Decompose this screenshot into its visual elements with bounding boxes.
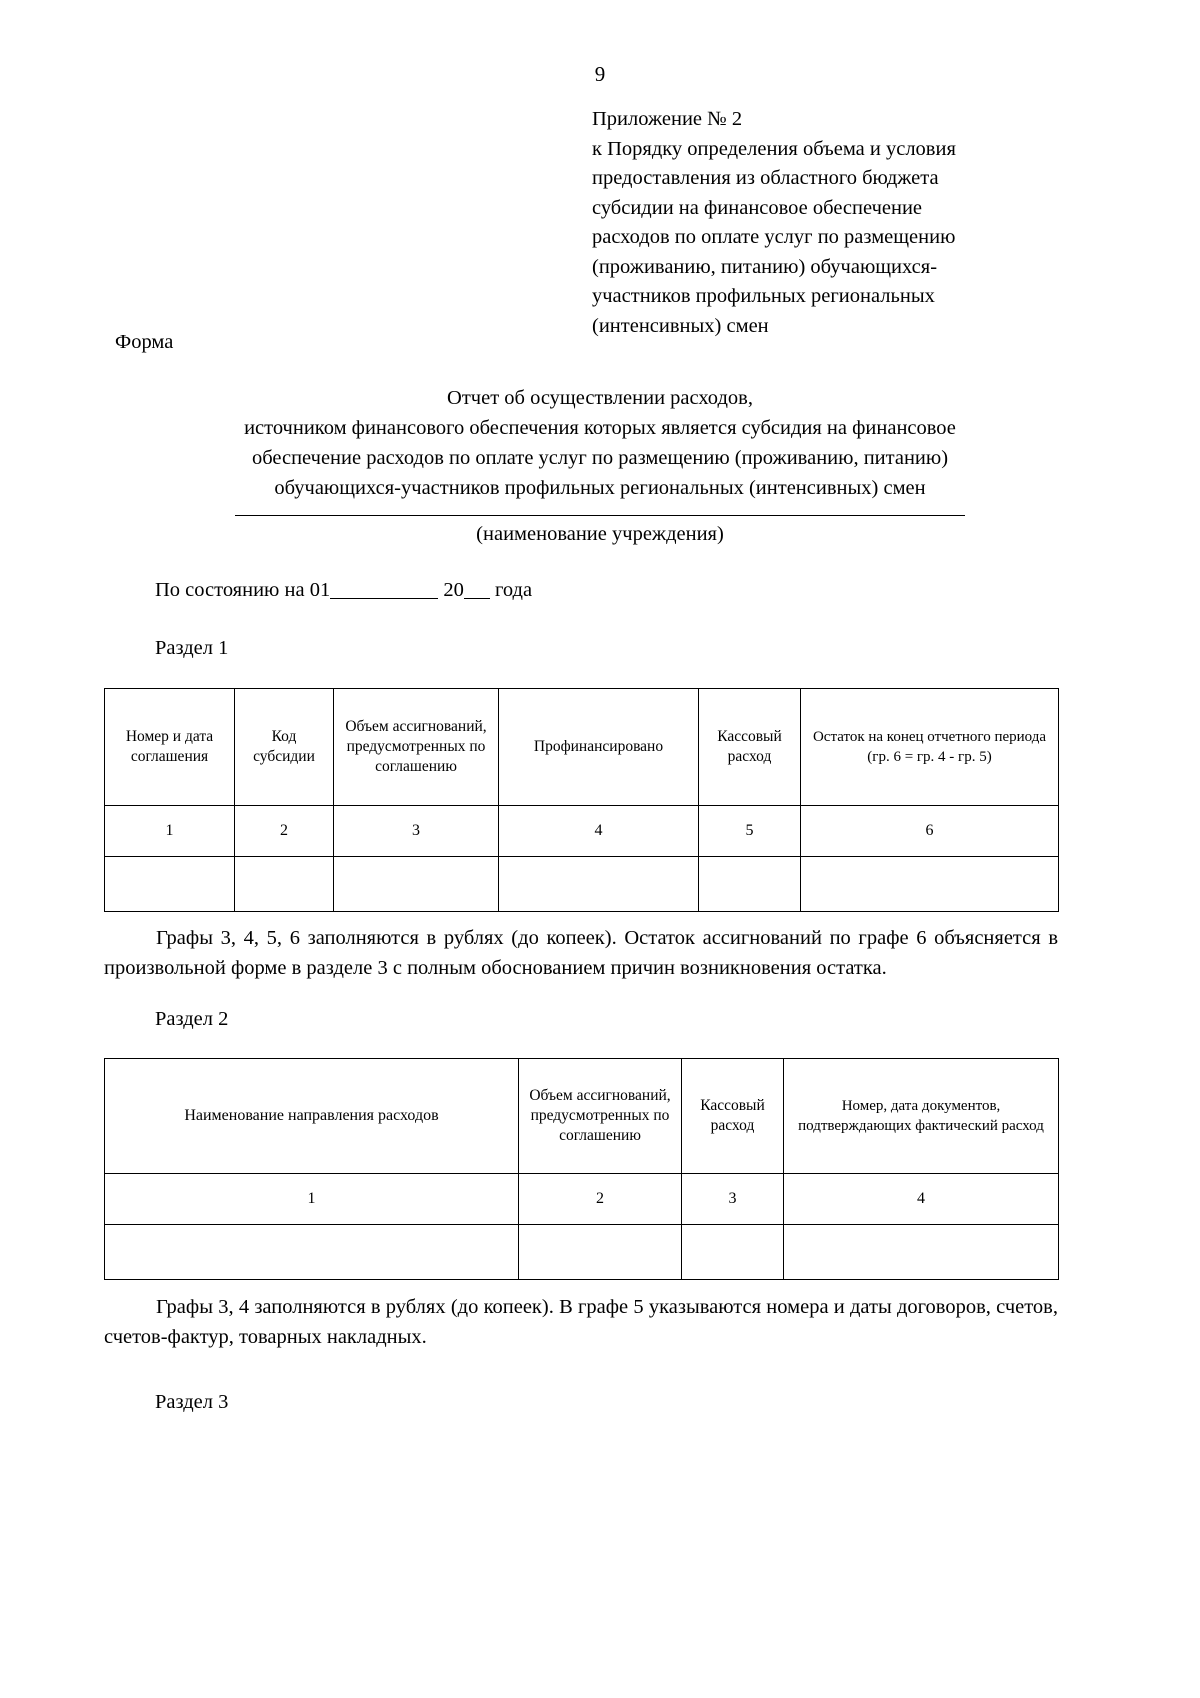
- col-header-allocations-volume: Объем ассигнований, предусмотренных по соглашению: [519, 1059, 682, 1174]
- as-of-month-input[interactable]: [330, 598, 438, 599]
- col-number-3: 3: [334, 806, 499, 857]
- col-header-cash-expense: Кассовый расход: [699, 689, 801, 806]
- page-number: 9: [594, 62, 606, 86]
- cell-financed[interactable]: [499, 857, 699, 912]
- cell-cash-expense[interactable]: [682, 1225, 784, 1280]
- cell-expense-direction-name[interactable]: [105, 1225, 519, 1280]
- as-of-prefix: По состоянию на 01: [155, 579, 331, 601]
- document-title-line-1: Отчет об осуществлении расходов,: [447, 387, 753, 409]
- table-column-number-row: [105, 1174, 1059, 1225]
- appendix-line-3: предоставления из областного бюджета: [592, 167, 939, 189]
- col-header-agreement-number-date: Номер и дата соглашения: [105, 689, 235, 806]
- col-header-expense-direction-name: Наименование направления расходов: [105, 1059, 519, 1174]
- cell-allocations-volume[interactable]: [334, 857, 499, 912]
- institution-name-input[interactable]: [235, 515, 965, 516]
- as-of-suffix: года: [494, 579, 533, 601]
- form-label: Форма: [115, 331, 174, 353]
- section-1-label: Раздел 1: [155, 637, 229, 659]
- cell-allocations-volume[interactable]: [519, 1225, 682, 1280]
- document-title: [140, 383, 1060, 503]
- note-after-section-1: Графы 3, 4, 5, 6 заполняются в рублях (до копеек). Остаток ассигнований по графе 6 объясняется в произвольной форме в разделе 3 с полным обоснованием причин возникновения остатка.: [104, 927, 1058, 979]
- col-number-4: 4: [784, 1174, 1059, 1225]
- col-header-financed: Профинансировано: [499, 689, 699, 806]
- table-row: [105, 1225, 1059, 1280]
- section-2-table: [104, 1058, 1059, 1280]
- col-number-4: 4: [499, 806, 699, 857]
- table-column-number-row: [105, 806, 1059, 857]
- institution-name-field-group: [140, 515, 1060, 548]
- institution-name-caption: (наименование учреждения): [476, 523, 724, 545]
- document-title-line-4: обучающихся-участников профильных региональных (интенсивных) смен: [274, 477, 926, 499]
- col-header-allocations-volume: Объем ассигнований, предусмотренных по соглашению: [334, 689, 499, 806]
- as-of-year-prefix: 20: [443, 579, 464, 601]
- col-number-2: 2: [235, 806, 334, 857]
- col-number-3: 3: [682, 1174, 784, 1225]
- appendix-line-1: Приложение № 2: [592, 108, 743, 130]
- appendix-line-8: (интенсивных) смен: [592, 314, 769, 337]
- col-number-6: 6: [801, 806, 1059, 857]
- appendix-line-5: расходов по оплате услуг по размещению: [592, 226, 956, 248]
- as-of-date-line: [155, 578, 532, 604]
- section-1-table: [104, 688, 1059, 912]
- col-header-cash-expense: Кассовый расход: [682, 1059, 784, 1174]
- cell-subsidy-code[interactable]: [235, 857, 334, 912]
- col-number-5: 5: [699, 806, 801, 857]
- cell-agreement-number-date[interactable]: [105, 857, 235, 912]
- cell-supporting-documents[interactable]: [784, 1225, 1059, 1280]
- cell-period-end-balance[interactable]: [801, 857, 1059, 912]
- appendix-reference-block: [592, 105, 1062, 341]
- document-title-line-2: источником финансового обеспечения которых является субсидия на финансовое: [244, 417, 956, 439]
- appendix-line-6: (проживанию, питанию) обучающихся-: [592, 255, 938, 278]
- table-row: [105, 857, 1059, 912]
- document-title-line-3: обеспечение расходов по оплате услуг по размещению (проживанию, питанию): [251, 447, 949, 469]
- table-header-row: [105, 1059, 1059, 1174]
- col-number-1: 1: [105, 806, 235, 857]
- appendix-line-7: участников профильных региональных: [592, 285, 935, 307]
- section-2-label: Раздел 2: [155, 1008, 229, 1030]
- appendix-line-2: к Порядку определения объема и условия: [592, 137, 956, 160]
- col-number-2: 2: [519, 1174, 682, 1225]
- note-after-section-2: Графы 3, 4 заполняются в рублях (до копеек). В графе 5 указываются номера и даты договоров, счетов, счетов-фактур, товарных накладных.: [104, 1296, 1058, 1348]
- cell-cash-expense[interactable]: [699, 857, 801, 912]
- section-3-label: Раздел 3: [155, 1391, 229, 1413]
- appendix-line-4: субсидии на финансовое обеспечение: [592, 196, 923, 219]
- col-number-1: 1: [105, 1174, 519, 1225]
- as-of-year-input[interactable]: [464, 598, 490, 599]
- table-header-row: [105, 689, 1059, 806]
- col-header-subsidy-code: Код субсидии: [235, 689, 334, 806]
- col-header-period-end-balance: Остаток на конец отчетного периода (гр. 6 = гр. 4 - гр. 5): [801, 689, 1059, 806]
- col-header-supporting-documents: Номер, дата документов, подтверждающих фактический расход: [784, 1059, 1059, 1174]
